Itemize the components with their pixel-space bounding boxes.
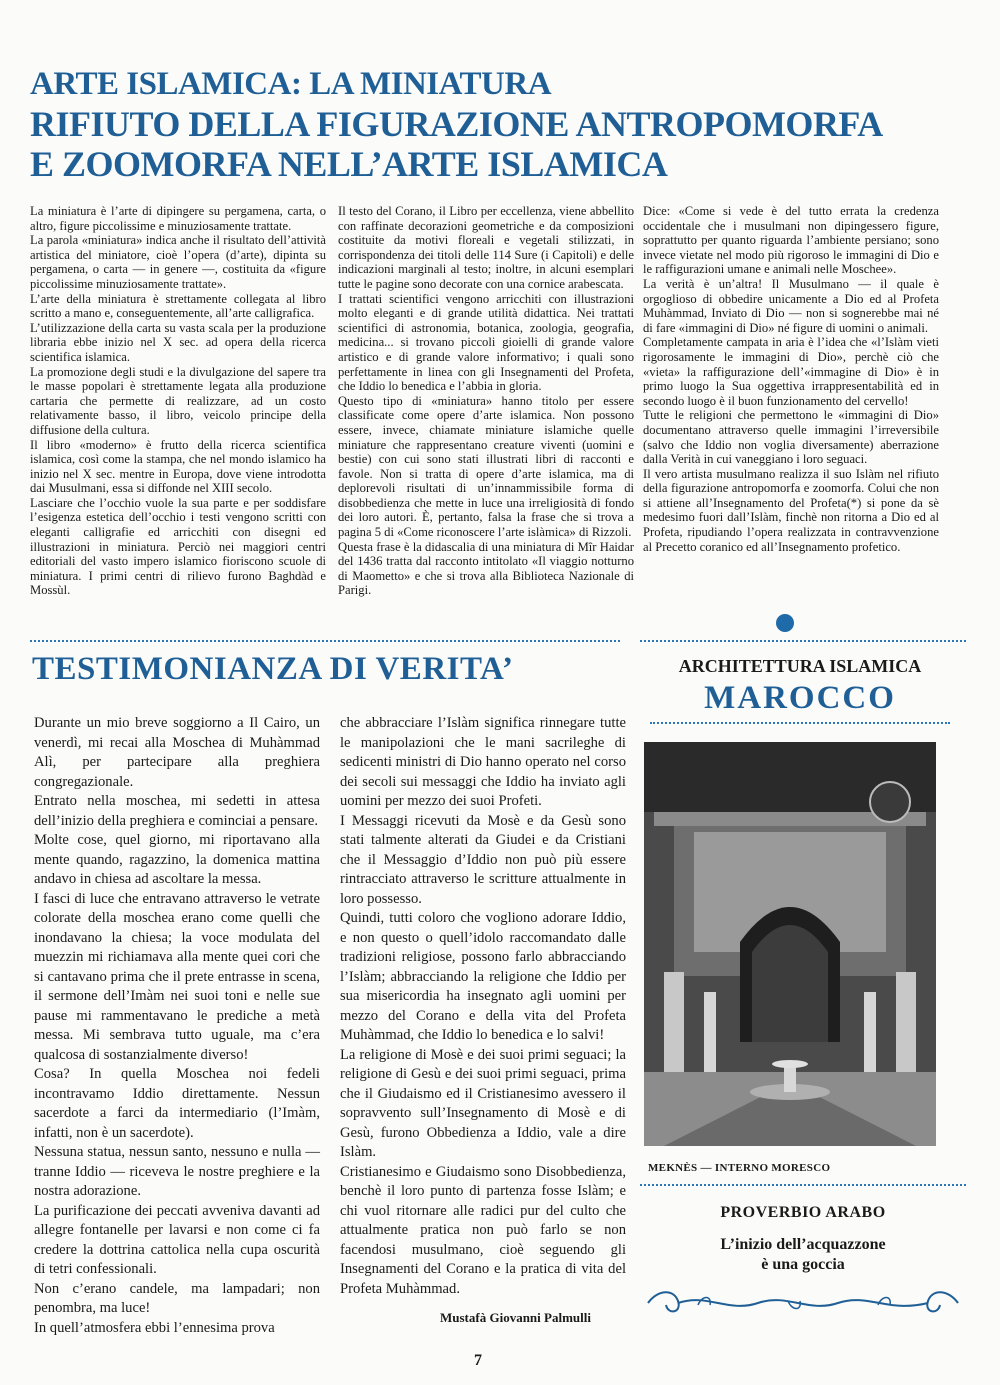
proverb-line-2: è una goccia (761, 1256, 845, 1273)
article2-column-2 (340, 714, 626, 1299)
article2-title: TESTIMONIANZA DI VERITA’ (32, 651, 514, 687)
paragraph: La religione di Mosè e dei suoi primi seguaci; la religione di Gesù e dei suoi primi seguaci, prima che il Giudaismo ed il Cristianesimo avessero il sopravvento sull’Insegnamento di Mosè e di Gesù, furono Obbedienza a Iddio, vale a dire Islàm. (340, 1046, 626, 1160)
paragraph: I trattati scientifici vengono arricchiti con illustrazioni molto eleganti e di grande utilità didattica. Nei trattati scientifici di astronomia, botanica, zoologia, geografia, medicina... si trovano piccoli gioielli di grande valore artistico e di grande valore informativo; i quali sono perfettamente in linea con gli Insegnamenti del Profeta, che Iddio lo benedica e l’abbia in gloria. (338, 291, 634, 394)
decorative-scroll-ornament (638, 1283, 968, 1323)
paragraph: Completamente campata in aria è l’idea che «l’Islàm vieti rigorosamente le immagini di Dio», perchè ciò che «vieta» la raffigurazione dell’«immagine di Dio» è in primo luogo la Sua oggettiva irrappresentabilità ed in secondo luogo è il buon funzionamento del cervello! (643, 335, 939, 408)
sidebar-title: MAROCCO (704, 680, 896, 716)
paragraph: Non c’erano candele, ma lampadari; non penombra, ma luce! (34, 1280, 320, 1316)
proverb-text (640, 1235, 966, 1275)
paragraph: Tutte le religioni che permettono le «immagini di Dio» documentano attraverso quelle immagini l’irreversibile (salvo che Iddio non voglia diversamente) aberrazione dalla Verità in cui vaneggiano i loro seguaci. (643, 408, 939, 467)
photo-illustration (644, 742, 936, 1146)
paragraph: Cosa? In quella Moschea noi fedeli incontravamo Iddio direttamente. Nessun sacerdote a farci da intermediario (l’Imàm, infatti, non è un sacerdote). (34, 1066, 320, 1141)
paragraph: In quell’atmosfera ebbi l’ennesima prova (34, 1319, 275, 1336)
paragraph: Nessuna statua, nessun santo, nessuno e nulla — tranne Iddio — riceveva le nostre preghiere e la nostra adorazione. (34, 1144, 320, 1199)
sidebar-label: ARCHITETTURA ISLAMICA (678, 656, 922, 676)
page-title (30, 64, 980, 184)
paragraph: Lasciare che l’occhio vuole la sua parte e per soddisfare l’esigenza estetica dell’occhio i testi vengono scritti con eleganti calligrafie ed arricchiti con disegni ed illustrazioni in miniatura. Perciò nei maggiori centri editoriali del vasto impero islamico fioriscono scuole di miniatura. I primi centri di rilievo furono Baghdàd e Mossùl. (30, 495, 326, 598)
sidebar-divider (640, 1184, 966, 1186)
sidebar-header (630, 648, 970, 724)
paragraph: Questa frase è la didascalia di una miniatura di Mîr Haidar del 1436 tratta dal racconto intitolato «Il viaggio notturno di Maometto» e che si trova alla Biblioteca Nazionale di Parigi. (338, 539, 634, 598)
paragraph: I fasci di luce che entravano attraverso le vetrate colorate della moschea erano come quelli che inondavano la chiesa; la voce modulata del muezzin mi richiamava alla mente quei cori che si cantavano prima che il prete entrasse in scena, il sermone dell’Imàm nei suoi toni e nelle sue pause mi rammentavano le prediche a metà messa. Mi sembrava tutto uguale, ma c’era qualcosa di sostanzialmente diverso! (34, 890, 320, 1063)
paragraph: La purificazione dei peccati avveniva davanti ad allegre fontanelle per lavarsi e non come ci fa credere la dottrina cattolica nella cupa oscurità di tetri confessionali. (34, 1202, 320, 1277)
author-signature: Mustafà Giovanni Palmulli (440, 1310, 591, 1325)
paragraph: L’arte della miniatura è strettamente collegata al libro scritto a mano e, conseguentemente, all’arte calligrafica. (30, 291, 326, 321)
paragraph: La miniatura è l’arte di dipingere su pergamena, carta, o altro, figure piccolissime e minuziosamente trattate. (30, 204, 326, 233)
paragraph: Durante un mio breve soggiorno a Il Cairo, un venerdì, mi recai alla Moschea di Muhàmmad Alì, per partecipare alla preghiera congregazionale. (34, 715, 320, 790)
paragraph: Quindi, tutti coloro che vogliono adorare Iddio, e non questo o quell’idolo raccomandato dalle tradizioni religiose, possono farlo abbracciando l’Islàm; abbracciando la religione che Iddio per sua misericordia ha insegnato agli uomini per mezzo del Corano e della vita del Profeta Muhàmmad, che Iddio lo benedica e lo salvi! (340, 910, 626, 1043)
title-line-2: RIFIUTO DELLA FIGURAZIONE ANTROPOMORFA (30, 104, 883, 144)
paragraph: La parola «miniatura» indica anche il risultato dell’attività artistica del miniatore, cioè l’opera (d’arte), dipinta su pergamena, o carta — in genere —, costituita da «figure piccolissime minuziosamente trattate». (30, 233, 326, 291)
article1-column-2 (338, 204, 634, 598)
article2-column-1 (34, 714, 320, 1338)
title-line-1: ARTE ISLAMICA: LA MINIATURA (30, 66, 552, 102)
article1-column-3 (643, 204, 939, 554)
paragraph: Molte cose, quel giorno, mi riportavano alla mente quando, ragazzino, la domenica mattina andavo in chiesa ad ascoltare la messa. (34, 832, 320, 887)
paragraph: La promozione degli studi e la divulgazione del sapere tra le masse popolari è strettamente legata alla produzione cartaria che permette di realizzare, ad un costo relativamente basso, il libro, veicolo principe della diffusione della cultura. (30, 364, 326, 437)
sidebar-divider (650, 722, 950, 724)
paragraph: Dice: «Come si vede è del tutto errata la credenza occidentale che i musulmani non dipingessero figure, soprattutto per quanto riguarda l’ambiente persiano; sono invece vietate nel modo più rigoroso le immagini di Dio e le raffigurazioni umane e animali nelle Moschee». (643, 204, 939, 277)
article1-column-1 (30, 204, 326, 598)
end-of-article-dot (776, 614, 794, 632)
paragraph: Il testo del Corano, il Libro per eccellenza, viene abbellito con raffinate decorazioni geometriche e da composizioni costituite da motivi floreali e vegetali stilizzati, in corrispondenza dei titoli delle 114 Sure (i Capitoli) e delle indicazioni marginali al testo; inoltre, in alcuni esemplari tutte le pagine sono decorate con una cornice arabescata. (338, 204, 634, 291)
paragraph: I Messaggi ricevuti da Mosè e da Gesù sono stati talmente alterati da Giudei e da Cristiani che il Messaggio d’Iddio non può più essere rintracciato attraverso le scritture attualmente in loro possesso. (340, 812, 626, 907)
section-divider (640, 640, 966, 642)
paragraph: La verità è un’altra! Il Musulmano — il quale è orgoglioso di obbedire unicamente a Dio ed al Profeta Muhàmmad, Inviato di Dio — non si sognerebbe mai né di fare «immagini di Dio» né figure di uomini o animali. (643, 276, 939, 335)
paragraph: Entrato nella moschea, mi sedetti in attesa dell’inizio della preghiera e cominciai a pensare. (34, 793, 320, 829)
proverb-title: PROVERBIO ARABO (720, 1204, 886, 1221)
paragraph: Questo tipo di «miniatura» hanno titolo per essere classificate come opere d’arte islamica. Non possono essere, invece, chiamate miniature islamiche quelle miniature che rappresentano creature viventi (uomini e bestie) con cui sono stati illustrati libri di racconti e favole. Non si tratta di opere d’arte islamica, ma di deplorevoli risultati di un’innammissibile forma di disobbedienza che mette in luce una irreligiosità di fondo dei loro autori. È, pertanto, falsa la frase che si trova a pagina 5 di «Come riconoscere l’arte islàmica» di Rizzoli. (338, 393, 634, 540)
paragraph: Il libro «moderno» è frutto della ricerca scientifica islamica, così come la stampa, che nel mondo islamico ha inizio nel X sec. mentre in Europa, dove viene introdotta dai Musulmani, essa si diffonde nel XIII secolo. (30, 437, 326, 496)
paragraph: Il vero artista musulmano realizza il suo Islàm nel rifiuto della figurazione antropomorfa e zoomorfa. Colui che non si attiene all’Insegnamento del Profeta(*) si pone da sè medesimo fuori dall’Islàm, finchè non ritorna a Dio ed al Profeta, ripudiando l’opera realizzata in contravvenzione al Precetto coranico ed all’Insegnamento profetico. (643, 466, 939, 554)
paragraph: Cristianesimo e Giudaismo sono Disobbedienza, benchè il loro punto di partenza fosse Islàm; e chi vuol ritornare alle radici pur del culto che attualmente pratica non può farlo se non facendosi musulmano, cioè seguendo gli Insegnamenti del Corano e la pratica di vita del Profeta Muhàmmad. (340, 1163, 626, 1297)
section-divider (30, 640, 620, 642)
paragraph: L’utilizzazione della carta su vasta scala per la produzione libraria ebbe inizio nel X sec. ad opera della ricerca scientifica islamica. (30, 320, 326, 364)
page-number: 7 (474, 1352, 482, 1369)
paragraph: che abbracciare l’Islàm significa rinnegare tutte le manipolazioni che le mani sacrileghe di sedicenti ministri di Dio hanno operato nel corso dei secoli sui messaggi che Iddio ha inviato agli uomini per mezzo dei suoi Profeti. (340, 715, 626, 809)
title-line-3: E ZOOMORFA NELL’ARTE ISLAMICA (30, 144, 668, 184)
proverb-line-1: L’inizio dell’acquazzone (720, 1236, 886, 1253)
mosque-interior-photo (644, 742, 936, 1146)
photo-caption: MEKNÈS — INTERNO MORESCO (648, 1162, 831, 1174)
